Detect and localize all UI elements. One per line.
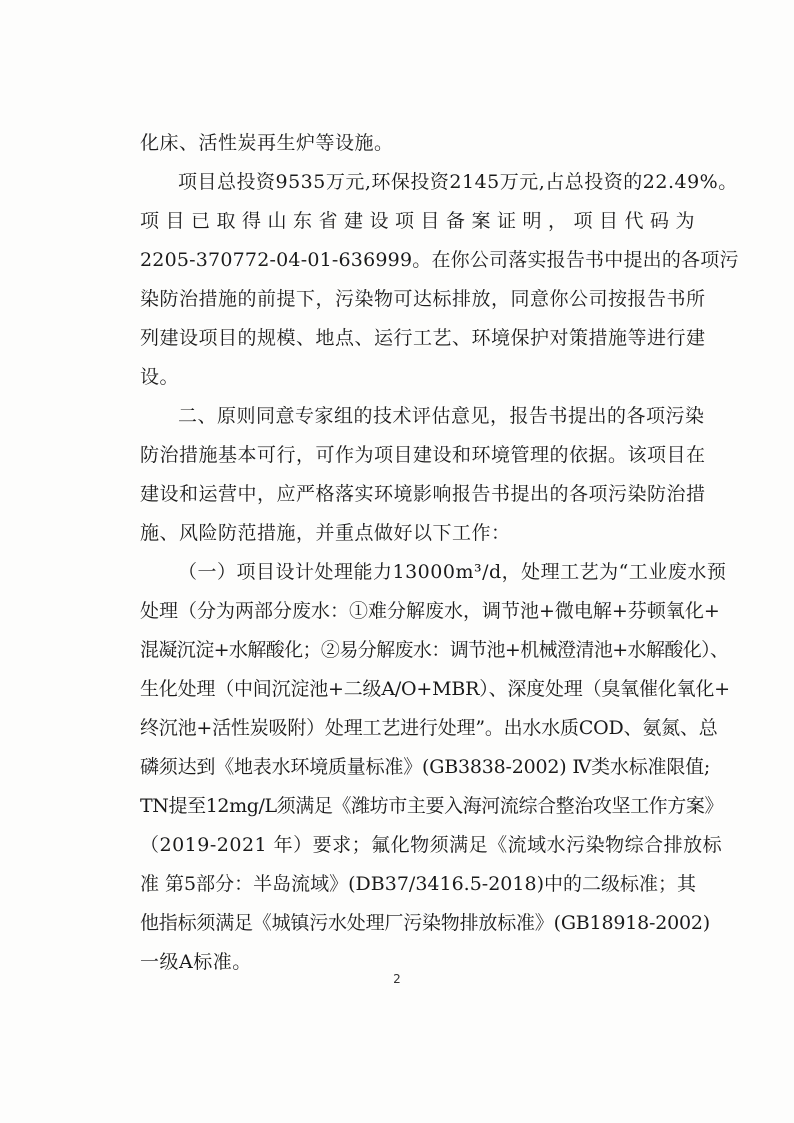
- text-line: 处理（分为两部分废水：①难分解废水，调节池+微电解+芬顿氧化+: [140, 600, 720, 622]
- text-line: TN提至12mg/L须满足《潍坊市主要入海河流综合整治攻坚工作方案》: [140, 795, 724, 817]
- text-line: 列建设项目的规模、地点、运行工艺、环境保护对策措施等进行建: [140, 327, 706, 349]
- text-line: 准 第5部分：半岛流域》(DB37/3416.5-2018)中的二级标准；其: [140, 873, 696, 895]
- page-number: 2: [393, 972, 401, 986]
- text-line: 防治措施基本可行，可作为项目建设和环境管理的依据。该项目在: [140, 444, 706, 466]
- text-line: 他指标须满足《城镇污水处理厂污染物排放标准》(GB18918-2002): [140, 912, 710, 934]
- text-line: 项目总投资9535万元,环保投资2145万元,占总投资的22.49%。: [178, 171, 738, 193]
- text-line: 生化处理（中间沉淀池+二级A/O+MBR）、深度处理（臭氧催化氧化+: [140, 678, 730, 700]
- text-line: 磷须达到《地表水环境质量标准》(GB3838-2002) Ⅳ类水标准限值;: [140, 756, 711, 778]
- document-body: [140, 124, 739, 982]
- text-line: （一）项目设计处理能力13000m³/d，处理工艺为“工业废水预: [178, 561, 727, 583]
- text-line: 建设和运营中，应严格落实环境影响报告书提出的各项污染防治措: [140, 483, 706, 505]
- text-line: 终沉池+活性炭吸附）处理工艺进行处理”。出水水质COD、氨氮、总: [140, 717, 718, 739]
- text-line: 项目已取得山东省建设项目备案证明，项目代码为: [140, 210, 702, 232]
- text-line: 设。: [140, 366, 180, 388]
- text-line: 染防治措施的前提下，污染物可达标排放，同意你公司按报告书所: [140, 288, 706, 310]
- text-line: 施、风险防范措施，并重点做好以下工作：: [140, 522, 511, 544]
- text-line: 二、原则同意专家组的技术评估意见，报告书提出的各项污染: [178, 405, 705, 427]
- text-line: 化床、活性炭再生炉等设施。: [140, 132, 394, 154]
- text-line: 混凝沉淀+水解酸化；②易分解废水：调节池+机械澄清池+水解酸化）、: [140, 639, 729, 661]
- text-line: 2205-370772-04-01-636999。在你公司落实报告书中提出的各项污: [140, 249, 739, 271]
- text-line: 一级A标准。: [140, 951, 252, 973]
- text-line: （2019-2021 年）要求；氟化物须满足《流域水污染物综合排放标: [140, 834, 723, 856]
